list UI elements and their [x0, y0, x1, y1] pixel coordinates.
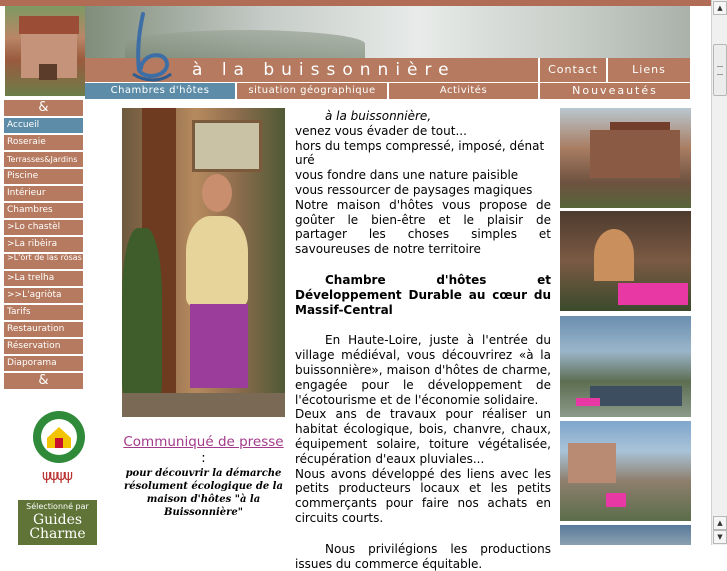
- intro-line: venez vous évader de tout...: [295, 123, 467, 138]
- scrollbar-thumb[interactable]: [713, 44, 727, 96]
- tab-chambres-dhotes[interactable]: Chambres d'hôtes: [85, 83, 235, 99]
- sidebar-item-interieur[interactable]: Intérieur: [4, 186, 83, 201]
- ampersand-ornament-icon: &: [4, 100, 83, 116]
- photo-interior-lounge[interactable]: [560, 211, 691, 311]
- press-release-block: [122, 434, 285, 519]
- intro-line: vous ressourcer de paysages magiques: [295, 182, 533, 197]
- scroll-up-arrow-icon[interactable]: ▲: [713, 516, 727, 530]
- intro-line: à la buissonnière,: [325, 109, 432, 123]
- press-release-link[interactable]: Communiqué de presse: [123, 434, 284, 450]
- sidebar-item-la-ribeira[interactable]: >La ribèira: [4, 237, 83, 252]
- sidebar-item-diaporama[interactable]: Diaporama: [4, 356, 83, 371]
- intro-block: [295, 109, 551, 257]
- intro-line: vous fondre dans une nature paisible: [295, 168, 519, 183]
- ampersand-ornament-icon: &: [4, 373, 83, 389]
- press-description: pour découvrir la démarche résolument écologique de la maison d'hôtes "à la Buissonnière": [124, 468, 283, 518]
- site-header: [0, 0, 711, 100]
- photo-terrace[interactable]: [560, 421, 691, 521]
- sidebar-item-roseraie[interactable]: Roseraie: [4, 135, 83, 150]
- paragraph-location: En Haute-Loire, juste à l'entrée du village médiéval, vous découvrirez «à la buissonnière», maison d'hôtes de charme, engagée pour le développement de l'écotourisme et de l'économie solidaire.: [295, 333, 551, 407]
- section-heading: Chambre d'hôtes et Développement Durable au cœur du Massif-Central: [295, 272, 551, 317]
- main-tabs: [85, 83, 540, 99]
- sidebar-item-accueil[interactable]: Accueil: [4, 118, 83, 133]
- sidebar-item-reservation[interactable]: Réservation: [4, 339, 83, 354]
- intro-paragraph: Notre maison d'hôtes vous propose de goûter le bien-être et le plaisir de partager les choses simples et savoureuses de notre territoire: [295, 197, 551, 257]
- host-portrait-photo: [122, 108, 285, 417]
- guides-charme-badge[interactable]: [18, 500, 97, 545]
- paragraph-works: Deux ans de travaux pour réaliser un habitat écologique, bois, chanvre, chaux, équipement solaire, toiture végétalisée, récupération d'eaux pluviales...: [295, 407, 551, 466]
- scroll-down-arrow-icon[interactable]: ▼: [713, 530, 727, 544]
- logo-b-icon: [125, 12, 175, 82]
- vertical-scrollbar[interactable]: [711, 0, 727, 545]
- sidebar-item-tarifs[interactable]: Tarifs: [4, 305, 83, 320]
- sidebar-item-terrasses-jardins[interactable]: Terrasses&Jardins: [4, 152, 83, 167]
- links-button[interactable]: Liens: [608, 58, 690, 82]
- guides-selected-label: Sélectionné par: [26, 502, 89, 511]
- photo-pool-view[interactable]: [560, 316, 691, 417]
- intro-line: hors du temps compressé, imposé, dénaturé: [295, 138, 545, 168]
- photo-house-exterior[interactable]: [560, 108, 691, 208]
- sidebar-item-chambres[interactable]: Chambres: [4, 203, 83, 218]
- tab-situation-geographique[interactable]: situation géographique: [237, 83, 387, 99]
- tab-activites[interactable]: Activités: [389, 83, 538, 99]
- main-content: [295, 109, 551, 571]
- sidebar-item-lo-chastel[interactable]: >Lo chastèl: [4, 220, 83, 235]
- header-house-photo: [5, 6, 85, 96]
- scroll-up-arrow-icon[interactable]: ▲: [713, 1, 727, 15]
- header-landscape-banner: [85, 6, 690, 58]
- contact-button[interactable]: Contact: [540, 58, 606, 82]
- site-title[interactable]: à la buissonnière: [192, 60, 456, 80]
- tab-nouveautes[interactable]: Nouveautés: [540, 83, 690, 99]
- sidebar-item-la-trelha[interactable]: >La trelha: [4, 271, 83, 286]
- press-colon: :: [201, 451, 206, 466]
- sidebar-item-piscine[interactable]: Piscine: [4, 169, 83, 184]
- sidebar-item-lort-de-las-rosas[interactable]: >L'òrt de las ròsas: [4, 254, 83, 269]
- paragraph-producers: Nous avons développé des liens avec les petits producteurs locaux et les petits commerçants pour faire nos achats en circuits courts.: [295, 466, 551, 525]
- sidebar-item-restauration[interactable]: Restauration: [4, 322, 83, 337]
- guides-title: Guides Charme: [29, 512, 86, 542]
- paragraph-fair-trade: Nous privilégions les productions issues du commerce équitable.: [295, 541, 551, 571]
- photo-garden[interactable]: [560, 525, 691, 545]
- gites-de-france-logo-icon[interactable]: [32, 410, 86, 464]
- sidebar-nav: [4, 100, 83, 391]
- sidebar-item-lagriota[interactable]: >>L'agriòta: [4, 288, 83, 303]
- wheat-ears-icon: ψψψψ: [42, 468, 71, 484]
